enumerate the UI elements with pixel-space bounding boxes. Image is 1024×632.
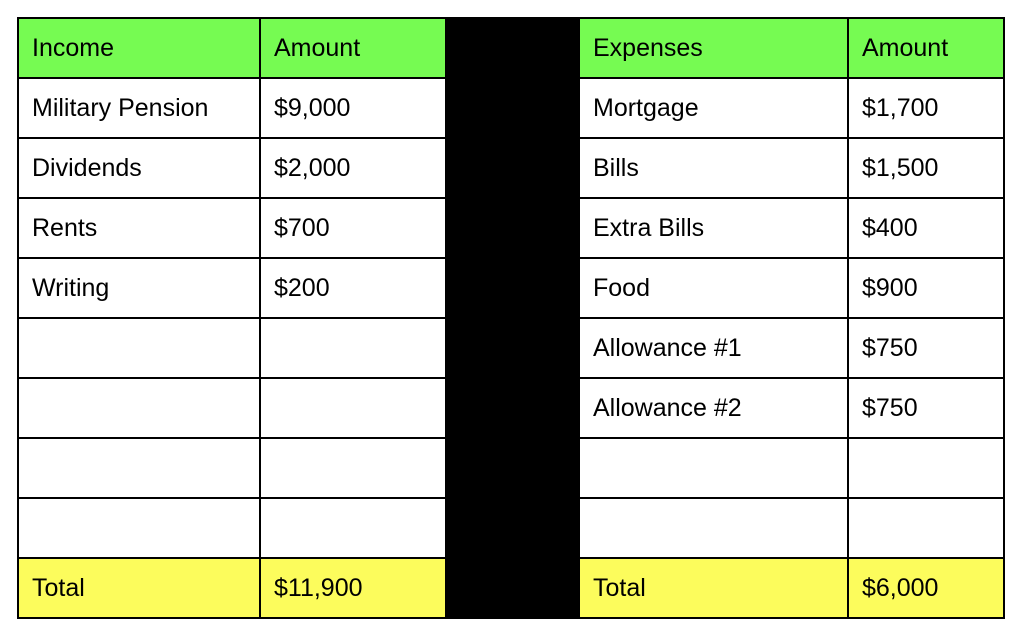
income-row-6-label[interactable] [19, 379, 259, 437]
expenses-row-2-amount[interactable]: $1,500 [849, 139, 1003, 197]
income-row-4-label[interactable]: Writing [19, 259, 259, 317]
income-total-label: Total [19, 559, 259, 617]
expenses-row-5-amount[interactable]: $750 [849, 319, 1003, 377]
income-row-7-label[interactable] [19, 439, 259, 497]
income-total-amount: $11,900 [261, 559, 445, 617]
income-row-2-label[interactable]: Dividends [19, 139, 259, 197]
expenses-row-1-label[interactable]: Mortgage [580, 79, 847, 137]
expenses-header-amount: Amount [849, 19, 1003, 77]
expenses-header-label: Expenses [580, 19, 847, 77]
expenses-row-3-amount[interactable]: $400 [849, 199, 1003, 257]
expenses-total-amount: $6,000 [849, 559, 1003, 617]
expenses-row-6-amount[interactable]: $750 [849, 379, 1003, 437]
expenses-row-3-label[interactable]: Extra Bills [580, 199, 847, 257]
expenses-table [578, 17, 1005, 619]
budget-sheet [17, 17, 1003, 619]
income-row-7-amount[interactable] [261, 439, 445, 497]
income-row-5-label[interactable] [19, 319, 259, 377]
expenses-row-4-label[interactable]: Food [580, 259, 847, 317]
income-row-8-label[interactable] [19, 499, 259, 557]
income-row-3-amount[interactable]: $700 [261, 199, 445, 257]
income-row-1-label[interactable]: Military Pension [19, 79, 259, 137]
black-divider-column [445, 17, 578, 619]
expenses-row-2-label[interactable]: Bills [580, 139, 847, 197]
income-row-1-amount[interactable]: $9,000 [261, 79, 445, 137]
income-header-label: Income [19, 19, 259, 77]
income-row-2-amount[interactable]: $2,000 [261, 139, 445, 197]
income-table [17, 17, 447, 619]
expenses-row-7-label[interactable] [580, 439, 847, 497]
income-row-5-amount[interactable] [261, 319, 445, 377]
expenses-row-5-label[interactable]: Allowance #1 [580, 319, 847, 377]
income-row-6-amount[interactable] [261, 379, 445, 437]
expenses-row-6-label[interactable]: Allowance #2 [580, 379, 847, 437]
income-row-8-amount[interactable] [261, 499, 445, 557]
expenses-row-1-amount[interactable]: $1,700 [849, 79, 1003, 137]
expenses-row-7-amount[interactable] [849, 439, 1003, 497]
expenses-row-4-amount[interactable]: $900 [849, 259, 1003, 317]
expenses-row-8-amount[interactable] [849, 499, 1003, 557]
income-row-4-amount[interactable]: $200 [261, 259, 445, 317]
expenses-total-label: Total [580, 559, 847, 617]
income-header-amount: Amount [261, 19, 445, 77]
income-row-3-label[interactable]: Rents [19, 199, 259, 257]
expenses-row-8-label[interactable] [580, 499, 847, 557]
